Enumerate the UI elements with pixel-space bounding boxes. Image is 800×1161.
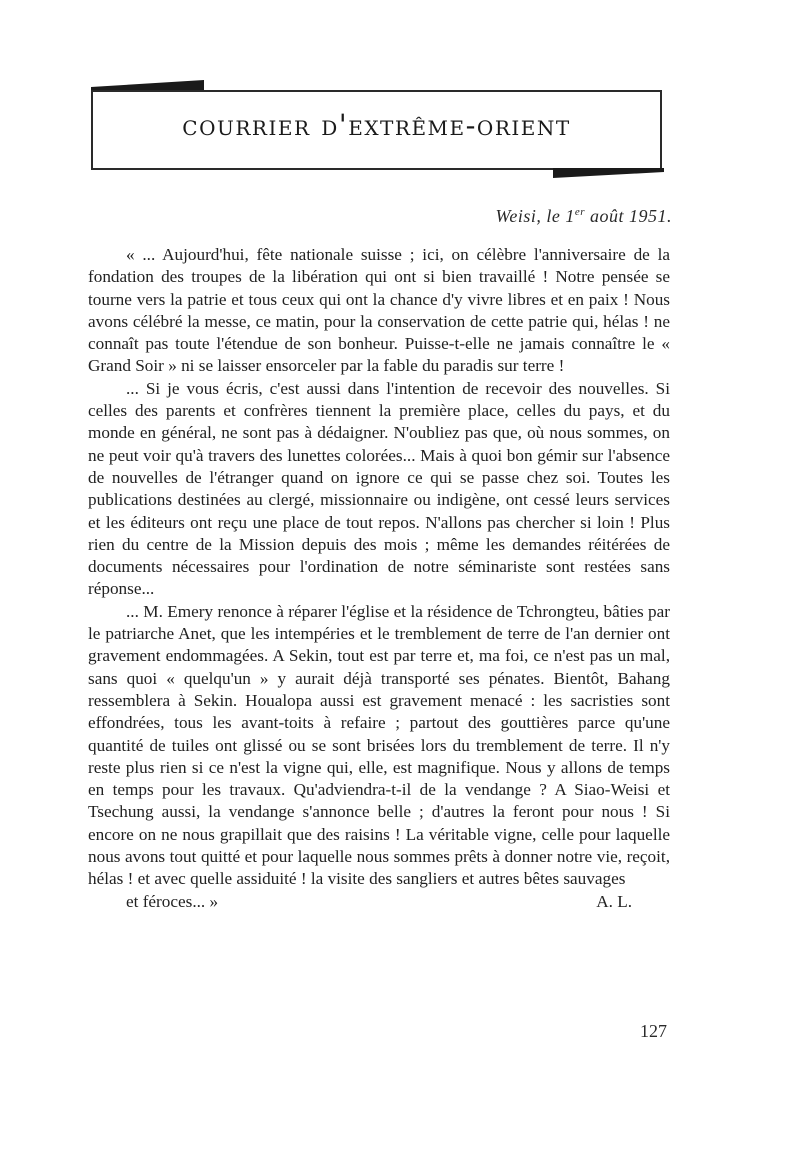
header-decorative-bar-bottom bbox=[553, 168, 664, 178]
letter-body bbox=[88, 244, 670, 913]
section-title: courrier d'extrême-orient bbox=[182, 108, 571, 142]
page-number: 127 bbox=[640, 1021, 667, 1041]
paragraph-1: « ... Aujourd'hui, fête nationale suisse ; ici, on célèbre l'anniversaire de la fondation des troupes de la libération qui ont si bien travaillé ! Notre pensée se tourne vers la patrie et tous ceux qui ont la chance d'y vivre libres et en paix ! Nous avons célébré la messe, ce matin, pour la conservation de cette patrie qui, hélas ! ne connaît pas toute l'étendue de son bonheur. Puisse-t-elle ne jamais connaître le « Grand Soir » ni se laisser ensorceler par la fable du paradis sur terre ! bbox=[88, 245, 670, 376]
dateline bbox=[495, 206, 672, 227]
signature: A. L. bbox=[596, 891, 632, 911]
dateline-suffix: août 1951. bbox=[584, 206, 672, 226]
closing-text: et féroces... » bbox=[126, 891, 219, 911]
dateline-superscript: er bbox=[574, 206, 585, 218]
closing-line bbox=[88, 891, 670, 913]
dateline-prefix: Weisi, le 1 bbox=[495, 206, 575, 226]
paragraph-2: ... Si je vous écris, c'est aussi dans l'intention de recevoir des nouvelles. Si celles des parents et confrères tiennent la première place, celles du pays, et du monde en général, ne sont pas à dédaigner. N'oubliez pas que, où nous sommes, on ne peut voir qu'à travers des lunettes colorées... Mais à quoi bon gémir sur l'absence de nouvelles de l'étranger quand on ignore ce qui se passe chez soi. Toutes les publications destinées au clergé, missionnaire ou indigène, ont cessé leurs services et les éditeurs ont reçu une place de tout repos. N'allons pas chercher si loin ! Plus rien du centre de la Mission depuis des mois ; même les demandes réitérées de documents nécessaires pour l'ordination de notre séminariste sont restées sans réponse... bbox=[88, 378, 670, 599]
header-decorative-bar-top bbox=[91, 80, 204, 90]
paragraph-3: ... M. Emery renonce à réparer l'église et la résidence de Tchrongteu, bâties par le patriarche Anet, que les intempéries et le tremblement de terre de l'an dernier ont gravement endommagées. A Sekin, tout est par terre et, ma foi, ce n'est pas un mal, sans quoi « quelqu'un » y aurait déjà transporté ses pénates. Bientôt, Bahang ressemblera à Sekin. Houalopa aussi est gravement menacé : les sacristies sont effondrées, tous les avant-toits à refaire ; partout des gouttières parce qu'une quantité de tuiles ont glissé ou se sont brisées lors du tremblement de terre. Il n'y reste plus rien si ce n'est la vigne qui, elle, est magnifique. Nous y allons de temps en temps pour les travaux. Qu'adviendra-t-il de la vendange ? A Siao-Weisi et Tsechung aussi, la vendange s'annonce belle ; d'autres la feront pour nous ! Si encore on ne nous grapillait que des raisins ! La véritable vigne, celle pour laquelle nous avons tout quitté et pour laquelle nous sommes prêts à donner notre vie, reçoit, hélas ! et avec quelle assiduité ! la visite des sangliers et autres bêtes sauvages bbox=[88, 601, 670, 889]
